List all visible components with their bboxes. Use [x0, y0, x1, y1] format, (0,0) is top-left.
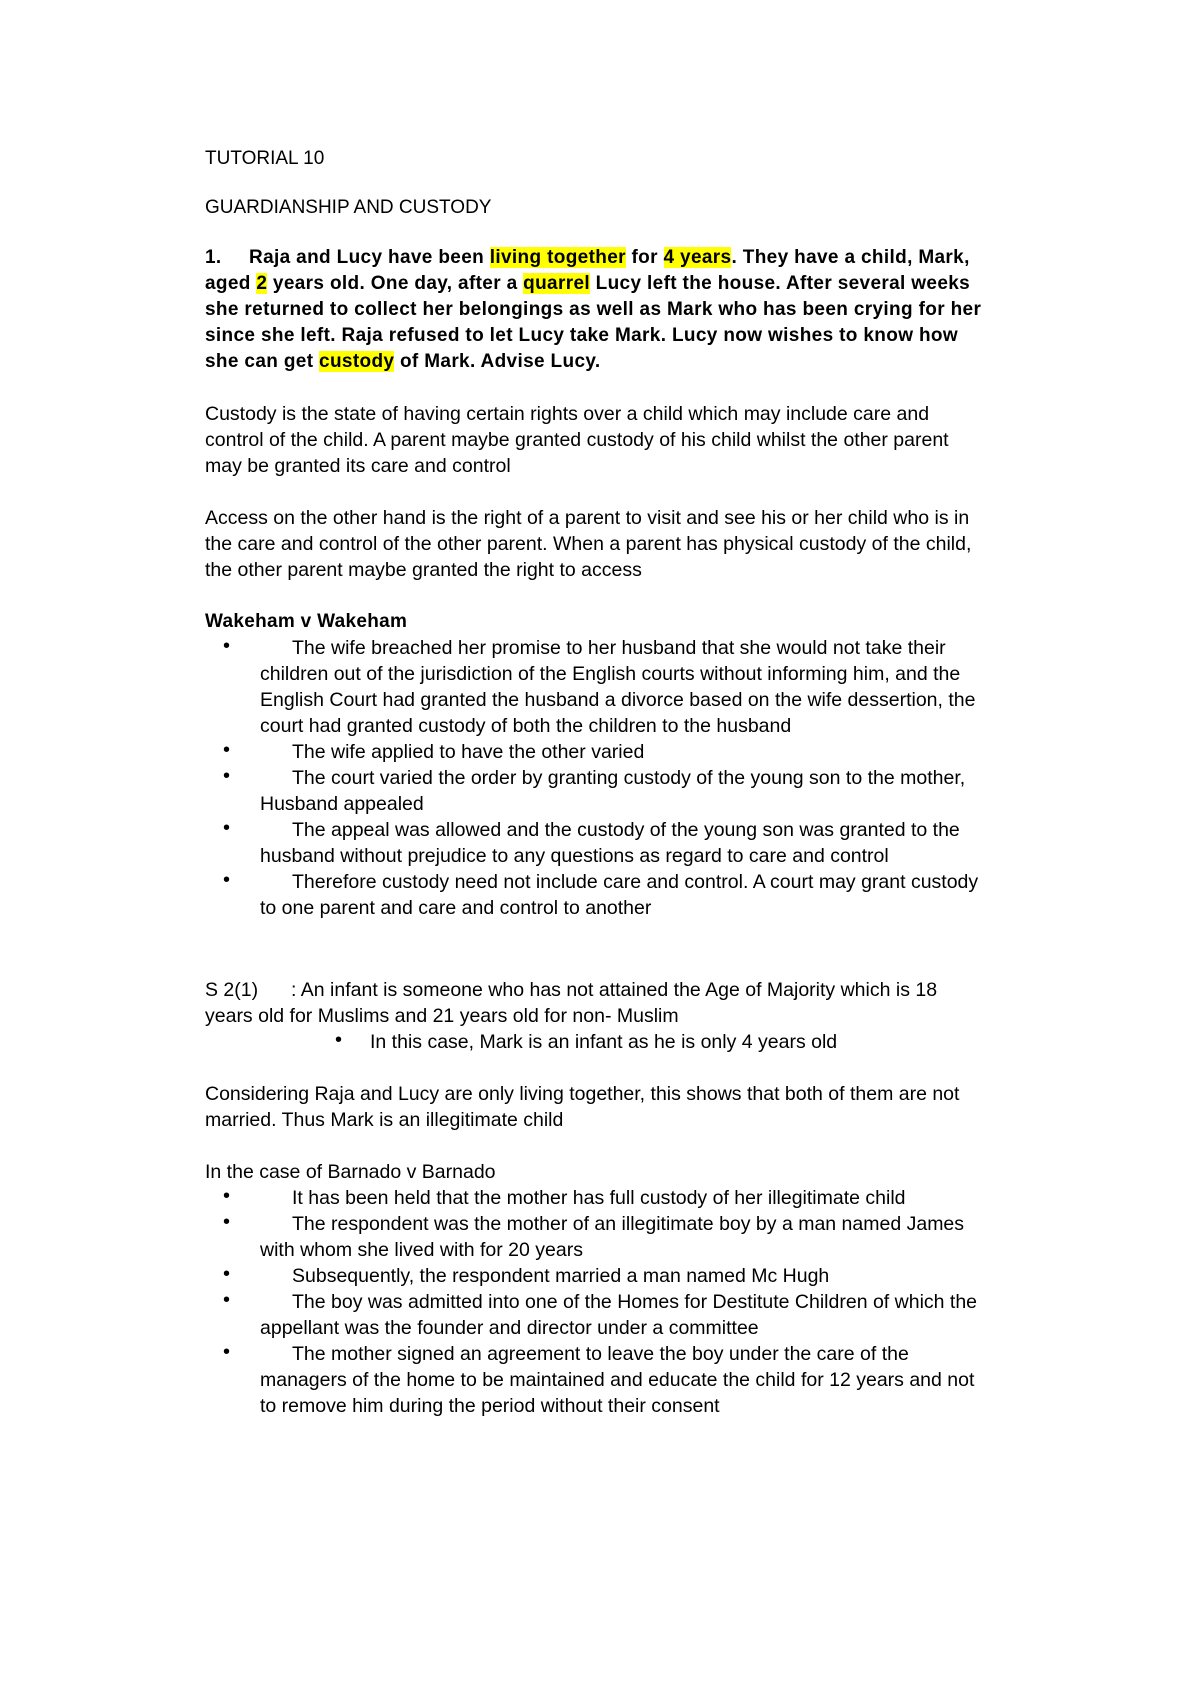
case-wakeham-bullets	[205, 635, 985, 921]
question-text-segment: for	[625, 247, 664, 268]
case-barnado-bullets	[205, 1185, 985, 1419]
highlighted-text: quarrel	[523, 273, 591, 294]
bullet-icon: •	[223, 1263, 231, 1285]
bullet-text: The boy was admitted into one of the Homes for Destitute Children of which the appellant was the founder and director under a committee	[260, 1291, 978, 1339]
highlighted-text: 2	[256, 273, 268, 294]
bullet-item	[205, 817, 985, 869]
statute-bullets	[205, 1029, 985, 1055]
bullet-item	[205, 765, 985, 817]
question-text-segment: . They have a child, Mark, aged	[205, 247, 970, 294]
bullet-text: Therefore custody need not include care and control. A court may grant custody to one parent and care and control to another	[260, 871, 979, 919]
bullet-icon: •	[223, 1211, 231, 1233]
bullet-item	[205, 1029, 985, 1055]
bullet-text: The appeal was allowed and the custody of the young son was granted to the husband without prejudice to any questions as regard to care and control	[260, 819, 960, 867]
bullet-item	[205, 1263, 985, 1289]
case-heading-wakeham: Wakeham v Wakeham	[205, 611, 408, 632]
bullet-text: The court varied the order by granting custody of the young son to the mother, Husband appealed	[260, 767, 966, 815]
bullet-text: Subsequently, the respondent married a man named Mc Hugh	[292, 1265, 830, 1287]
statute-paragraph	[205, 977, 985, 1029]
question-text-segment: years old. One day, after a	[267, 273, 524, 294]
bullet-item	[205, 1341, 985, 1419]
paragraph-custody: Custody is the state of having certain rights over a child which may include care and control of the child. A parent maybe granted custody of his child whilst the other parent may be granted its care and control	[205, 403, 949, 477]
bullet-icon: •	[223, 739, 231, 761]
paragraph-access: Access on the other hand is the right of a parent to visit and see his or her child who is in the care and control of the other parent. When a parent has physical custody of the child, the other parent maybe granted the right to access	[205, 507, 972, 581]
highlighted-text: custody	[319, 351, 395, 372]
bullet-icon: •	[223, 765, 231, 787]
document-title: TUTORIAL 10	[205, 148, 325, 169]
bullet-icon: •	[223, 1341, 231, 1363]
bullet-icon: •	[223, 817, 231, 839]
bullet-text: The respondent was the mother of an illegitimate boy by a man named James with whom she lived with for 20 years	[260, 1213, 965, 1261]
question-text-segment: Raja and Lucy have been	[249, 247, 490, 268]
bullet-item	[205, 1289, 985, 1341]
highlighted-text: living together	[489, 247, 626, 268]
bullet-icon: •	[223, 1289, 231, 1311]
statute-text: : An infant is someone who has not attained the Age of Majority which is 18 years old for Muslims and 21 years old for non- Muslim	[205, 979, 938, 1027]
bullet-item	[205, 635, 985, 739]
bullet-icon: •	[223, 869, 231, 891]
bullet-icon: •	[223, 1185, 231, 1207]
case-heading-barnado: In the case of Barnado v Barnado	[205, 1161, 496, 1183]
highlighted-text: 4 years	[663, 247, 732, 268]
question-number: 1.	[205, 247, 222, 268]
bullet-text: The mother signed an agreement to leave the boy under the care of the managers of the home to be maintained and educate the child for 12 years and not to remove him during the period without their consent	[260, 1343, 975, 1417]
bullet-item	[205, 869, 985, 921]
question-text	[205, 247, 981, 372]
question-text-segment: of Mark. Advise Lucy.	[394, 351, 601, 372]
bullet-icon: •	[335, 1029, 343, 1051]
bullet-text: The wife applied to have the other varied	[292, 741, 645, 763]
bullet-item	[205, 1185, 985, 1211]
document-subtitle: GUARDIANSHIP AND CUSTODY	[205, 197, 492, 218]
bullet-icon: •	[223, 635, 231, 657]
bullet-item	[205, 1211, 985, 1263]
bullet-text: In this case, Mark is an infant as he is only 4 years old	[370, 1031, 838, 1053]
bullet-text: It has been held that the mother has full custody of her illegitimate child	[292, 1187, 906, 1209]
bullet-item	[205, 739, 985, 765]
question-text-segment: Lucy left the house. After several weeks she returned to collect her belongings as well as Mark who has been crying for her since she left. Raja refused to let Lucy take Mark. Lucy now wishes to know how she can get	[205, 273, 982, 372]
paragraph-living-together: Considering Raja and Lucy are only living together, this shows that both of them are not married. Thus Mark is an illegitimate child	[205, 1083, 960, 1131]
statute-section: S 2(1)	[205, 979, 259, 1001]
bullet-text: The wife breached her promise to her husband that she would not take their children out of the jurisdiction of the English courts without informing him, and the English Court had granted the husband a divorce based on the wife dessertion, the court had granted custody of both the children to the husband	[260, 637, 976, 737]
document-body	[205, 146, 985, 1419]
question-1	[205, 245, 985, 375]
